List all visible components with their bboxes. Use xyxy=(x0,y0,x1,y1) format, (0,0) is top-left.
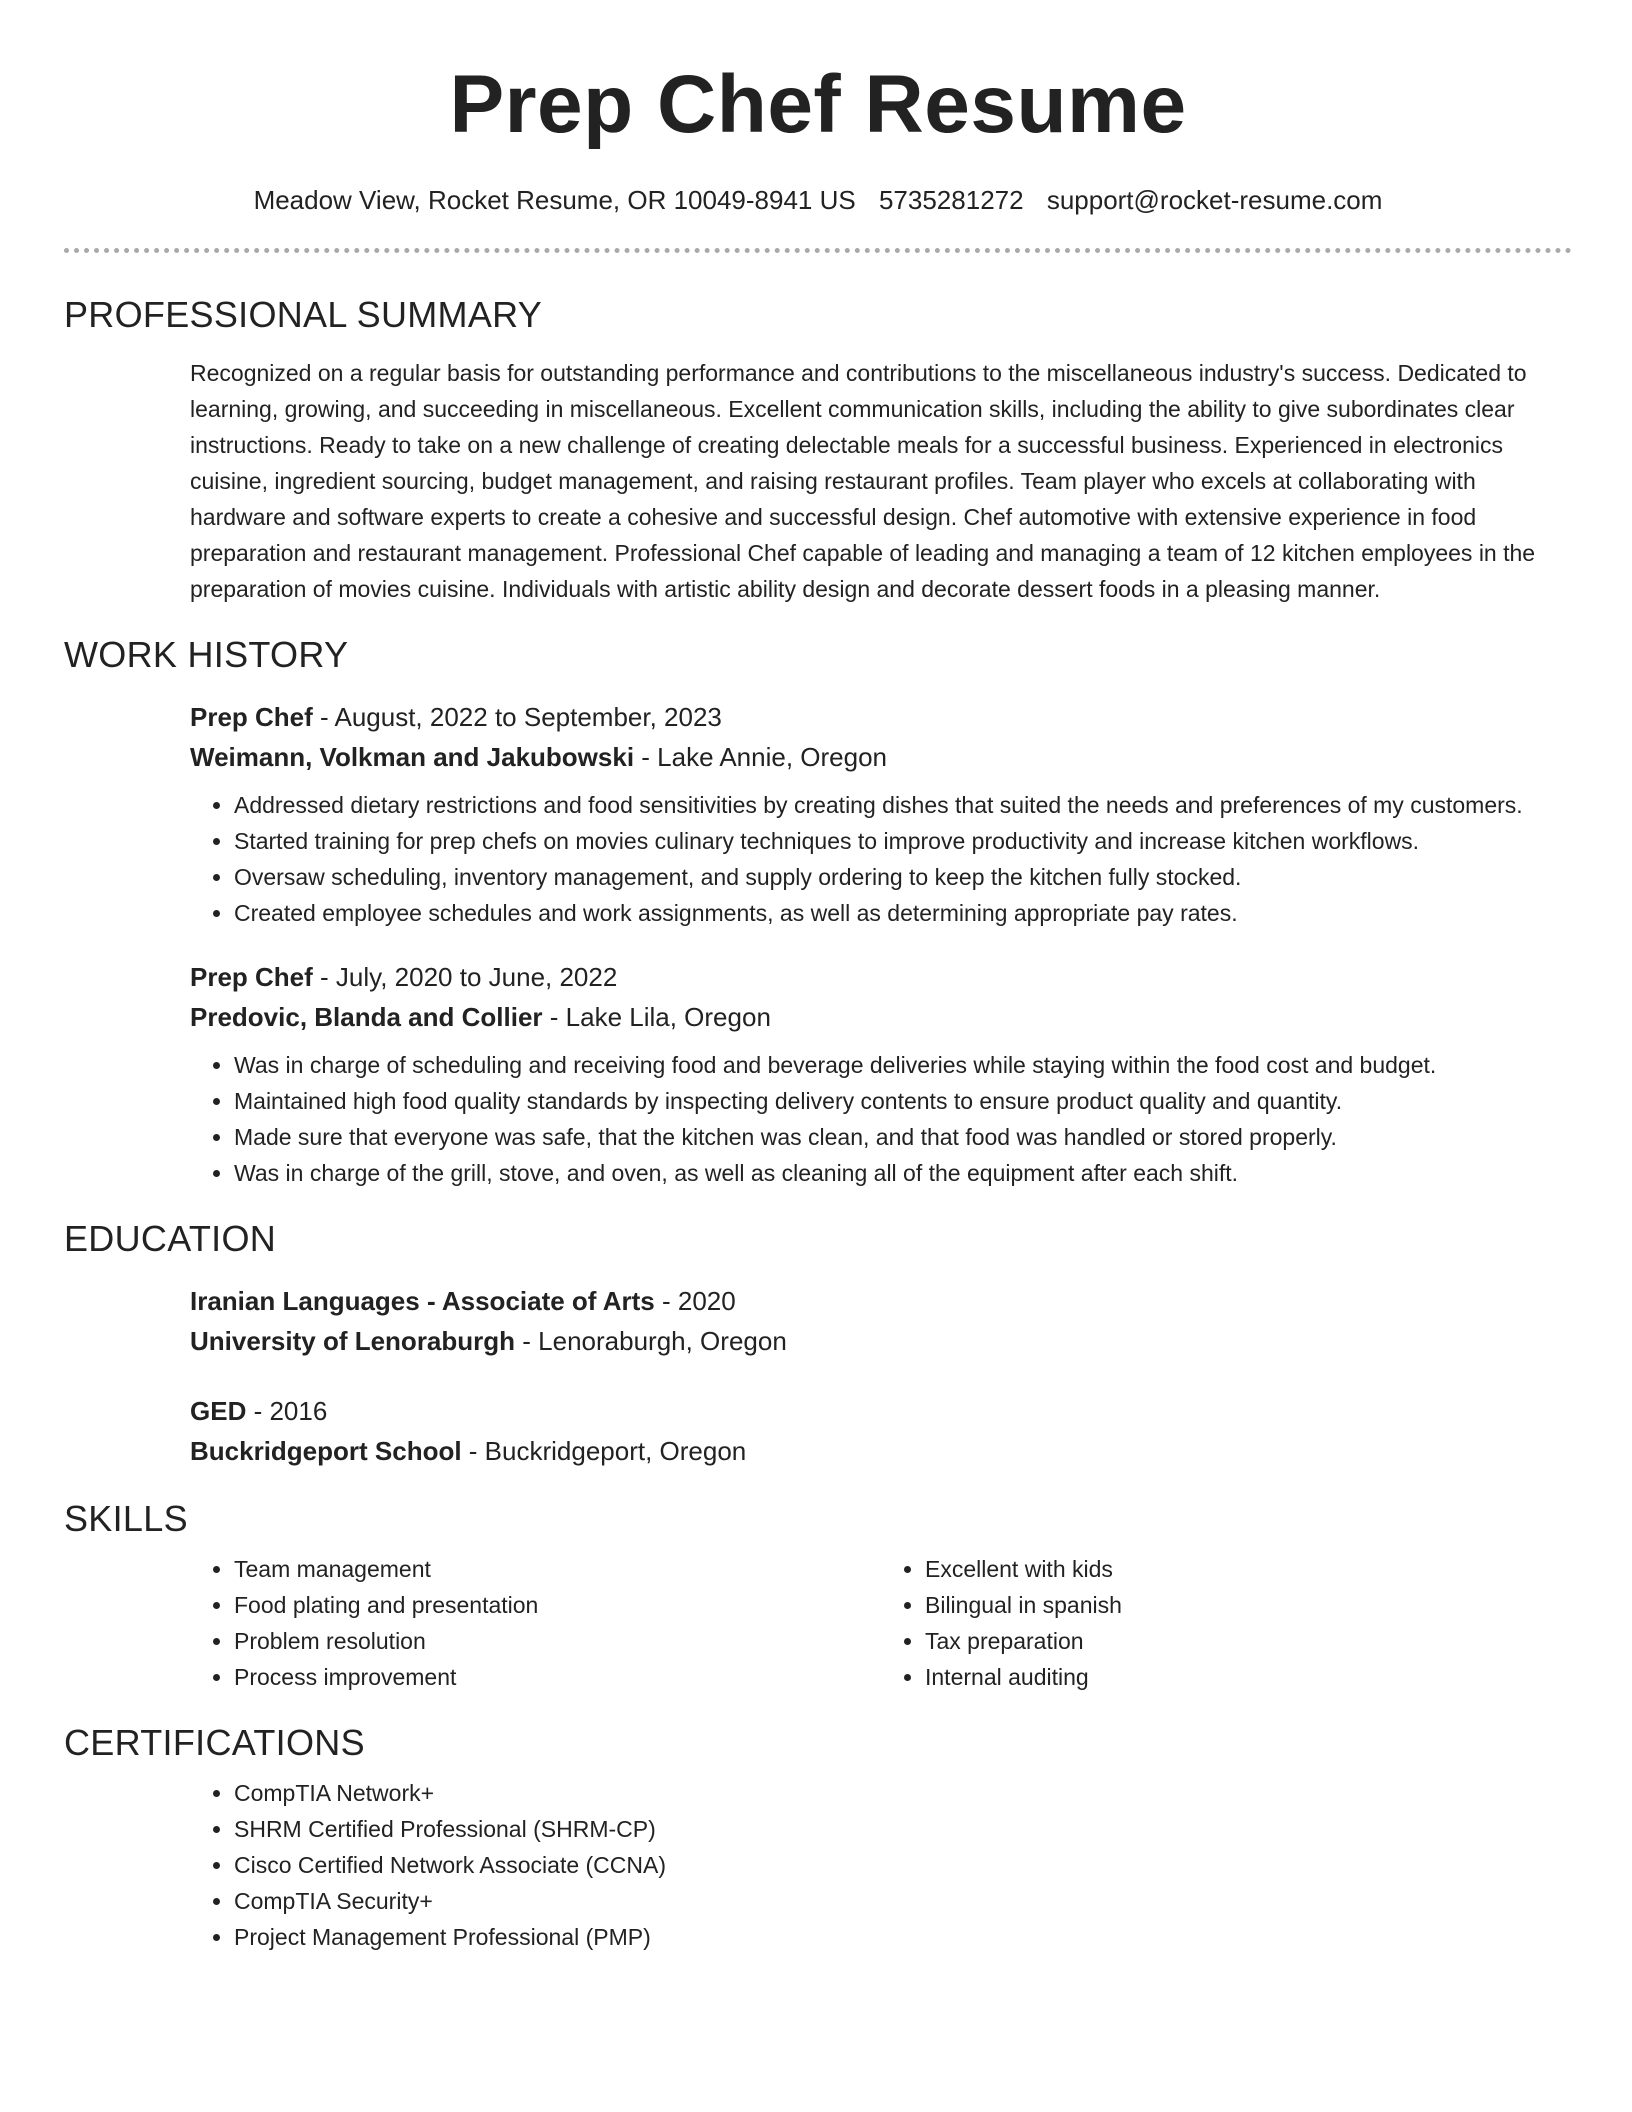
skill-item: • Food plating and presentation xyxy=(234,1587,881,1623)
certification-item: • Cisco Certified Network Associate (CCNA) xyxy=(234,1847,1572,1883)
education-entry xyxy=(190,1391,1572,1471)
job-entry xyxy=(190,697,1572,931)
certification-item: • Project Management Professional (PMP) xyxy=(234,1919,1572,1955)
job-company: Weimann, Volkman and Jakubowski xyxy=(190,742,635,772)
skill-item: • Bilingual in spanish xyxy=(925,1587,1572,1623)
certifications-list xyxy=(190,1775,1572,1955)
job-bullet: • Created employee schedules and work assignments, as well as determining appropriate pay rates. xyxy=(234,895,1572,931)
certifications-heading: CERTIFICATIONS xyxy=(64,1722,365,1763)
contact-email: support@rocket-resume.com xyxy=(1046,185,1383,215)
job-title: Prep Chef xyxy=(190,962,313,992)
job-title-line xyxy=(190,957,1572,997)
skills-list-left xyxy=(190,1551,881,1695)
education-entry xyxy=(190,1281,1572,1361)
education-school: Buckridgeport School xyxy=(190,1436,462,1466)
job-bullets xyxy=(190,787,1572,931)
job-entry xyxy=(190,957,1572,1191)
summary-heading: PROFESSIONAL SUMMARY xyxy=(64,294,543,335)
job-bullet: • Maintained high food quality standards by inspecting delivery contents to ensure product quality and quantity. xyxy=(234,1083,1572,1119)
education-school-line xyxy=(190,1321,1572,1361)
job-title-line xyxy=(190,697,1572,737)
job-company-line xyxy=(190,737,1572,777)
job-company-line xyxy=(190,997,1572,1037)
job-title: Prep Chef xyxy=(190,702,313,732)
skills-heading: SKILLS xyxy=(64,1498,188,1539)
education-heading: EDUCATION xyxy=(64,1218,277,1259)
job-bullet: • Made sure that everyone was safe, that the kitchen was clean, and that food was handled or stored properly. xyxy=(234,1119,1572,1155)
education-degree-line xyxy=(190,1391,1572,1431)
job-location: - Lake Annie, Oregon xyxy=(634,742,887,772)
job-bullet: • Addressed dietary restrictions and food sensitivities by creating dishes that suited the needs and preferences of my customers. xyxy=(234,787,1572,823)
header-divider xyxy=(64,248,1572,253)
skill-item: • Team management xyxy=(234,1551,881,1587)
skill-item: • Process improvement xyxy=(234,1659,881,1695)
job-bullets xyxy=(190,1047,1572,1191)
skills-columns xyxy=(190,1541,1572,1695)
contact-line xyxy=(64,182,1572,218)
job-bullet: • Was in charge of the grill, stove, and oven, as well as cleaning all of the equipment after each shift. xyxy=(234,1155,1572,1191)
skill-item: • Problem resolution xyxy=(234,1623,881,1659)
certifications-block xyxy=(190,1775,1572,1955)
skills-list-right xyxy=(881,1551,1572,1695)
job-location: - Lake Lila, Oregon xyxy=(542,1002,771,1032)
job-company: Predovic, Blanda and Collier xyxy=(190,1002,543,1032)
resume-page xyxy=(64,0,1572,1955)
contact-address: Meadow View, Rocket Resume, OR 10049-8941 US xyxy=(253,185,856,215)
contact-phone: 5735281272 xyxy=(878,185,1024,215)
job-dates: - August, 2022 to September, 2023 xyxy=(312,702,722,732)
skill-item: • Excellent with kids xyxy=(925,1551,1572,1587)
certification-item: • SHRM Certified Professional (SHRM-CP) xyxy=(234,1811,1572,1847)
job-dates: - July, 2020 to June, 2022 xyxy=(312,962,618,992)
education-location: - Buckridgeport, Oregon xyxy=(461,1436,747,1466)
education-year: - 2016 xyxy=(246,1396,328,1426)
education-location: - Lenoraburgh, Oregon xyxy=(515,1326,787,1356)
job-bullet: • Started training for prep chefs on movies culinary techniques to improve productivity and increase kitchen workflows. xyxy=(234,823,1572,859)
resume-title: Prep Chef Resume xyxy=(449,59,1187,150)
education-school: University of Lenoraburgh xyxy=(190,1326,516,1356)
education-degree: Iranian Languages - Associate of Arts xyxy=(190,1286,655,1316)
education-degree: GED xyxy=(190,1396,247,1426)
education-school-line xyxy=(190,1431,1572,1471)
skill-item: • Internal auditing xyxy=(925,1659,1572,1695)
job-bullet: • Was in charge of scheduling and receiving food and beverage deliveries while staying within the food cost and budget. xyxy=(234,1047,1572,1083)
certification-item: • CompTIA Security+ xyxy=(234,1883,1572,1919)
job-bullet: • Oversaw scheduling, inventory management, and supply ordering to keep the kitchen fully stocked. xyxy=(234,859,1572,895)
work-history-heading: WORK HISTORY xyxy=(64,634,349,675)
education-year: - 2020 xyxy=(654,1286,736,1316)
skill-item: • Tax preparation xyxy=(925,1623,1572,1659)
certification-item: • CompTIA Network+ xyxy=(234,1775,1572,1811)
education-degree-line xyxy=(190,1281,1572,1321)
summary-text: Recognized on a regular basis for outstanding performance and contributions to the miscellaneous industry's success. Dedicated to learning, growing, and succeeding in miscellaneous. Excellent communication skills, including the ability to give subordinates clear instructions. Ready to take on a new challenge of creating delectable meals for a successful business. Experienced in electronics cuisine, ingredient sourcing, budget management, and raising restaurant profiles. Team player who excels at collaborating with hardware and software experts to create a cohesive and successful design. Chef automotive with extensive experience in food preparation and restaurant management. Professional Chef capable of leading and managing a team of 12 kitchen employees in the preparation of movies cuisine. Individuals with artistic ability design and decorate dessert foods in a pleasing manner. xyxy=(190,360,1536,602)
